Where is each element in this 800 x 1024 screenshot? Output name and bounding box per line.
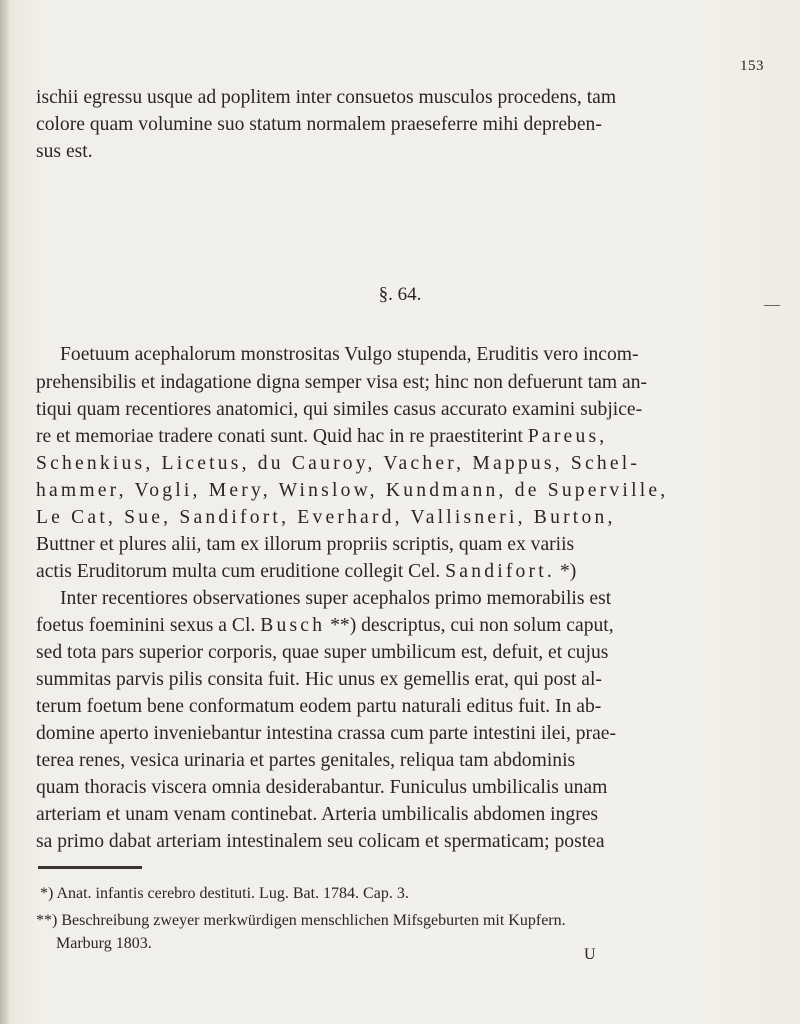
text-line: Foetuum acephalorum monstrositas Vulgo stupenda, Eruditis vero incom- [60, 344, 639, 365]
section-heading: §. 64. [378, 284, 422, 305]
text-line [36, 560, 750, 584]
signature-mark: U [584, 946, 596, 963]
text-line: tiqui quam recentiores anatomici, qui similes casus accurato examini subjice- [36, 399, 643, 420]
text-line: Buttner et plures alii, tam ex illorum propriis scriptis, quam ex variis [36, 534, 575, 555]
author-list-line: Schenkius, Licetus, du Cauroy, Vacher, Mappus, Schel- [36, 453, 641, 474]
margin-mark [764, 305, 780, 306]
footnote: *) Anat. infantis cerebro destituti. Lug. Bat. 1784. Cap. 3. [40, 885, 409, 902]
author-name: Sandifort. [445, 561, 556, 582]
author-list-line: hammer, Vogli, Mery, Winslow, Kundmann, de Superville, [36, 480, 669, 501]
page-number: 153 [740, 58, 764, 74]
text-line: sa primo dabat arteriam intestinalem seu colicam et spermaticam; postea [36, 831, 605, 852]
text-line: prehensibilis et indagatione digna semper visa est; hinc non defuerunt tam an- [36, 372, 648, 393]
text-line: quam thoracis viscera omnia desiderabantur. Funiculus umbilicalis unam [36, 777, 608, 798]
page-gutter [0, 0, 10, 1024]
text-line: domine aperto inveniebantur intestina crassa cum parte intestini ilei, prae- [36, 723, 616, 744]
text-segment: foetus foeminini sexus a Cl. [36, 615, 256, 636]
text-segment: **) descriptus, cui non solum caput, [330, 615, 614, 636]
text-line [36, 614, 750, 638]
text-line [36, 425, 750, 449]
text-line: sed tota pars superior corporis, quae super umbilicum est, defuit, et cujus [36, 642, 609, 663]
author-list-line: Le Cat, Sue, Sandifort, Everhard, Vallisneri, Burton, [36, 507, 616, 528]
text-line: Inter recentiores observationes super acephalos primo memorabilis est [60, 588, 612, 609]
footnote-rule [38, 866, 142, 869]
text-line: sus est. [36, 141, 93, 162]
text-line: colore quam volumine suo statum normalem praeseferre mihi depreben- [36, 114, 602, 135]
text-segment: actis Eruditorum multa cum eruditione collegit Cel. [36, 561, 441, 582]
footnote-ref: *) [559, 561, 577, 582]
text-line: terea renes, vesica urinaria et partes genitales, reliqua tam abdominis [36, 750, 576, 771]
author-name: Pareus, [527, 426, 608, 447]
footnote: Marburg 1803. [56, 935, 152, 952]
text-line: ischii egressu usque ad poplitem inter consuetos musculos procedens, tam [36, 87, 617, 108]
author-name: Busch [260, 615, 326, 636]
text-segment: re et memoriae tradere conati sunt. Quid hac in re praestiterint [36, 426, 523, 447]
text-line: arteriam et unam venam continebat. Arteria umbilicalis abdomen ingres [36, 804, 599, 825]
footnote: **) Beschreibung zweyer merkwürdigen menschlichen Mifsgeburten mit Kupfern. [36, 912, 566, 929]
text-line: terum foetum bene conformatum eodem partu naturali editus fuit. In ab- [36, 696, 602, 717]
text-line: summitas parvis pilis consita fuit. Hic unus ex gemellis erat, qui post al- [36, 669, 602, 690]
